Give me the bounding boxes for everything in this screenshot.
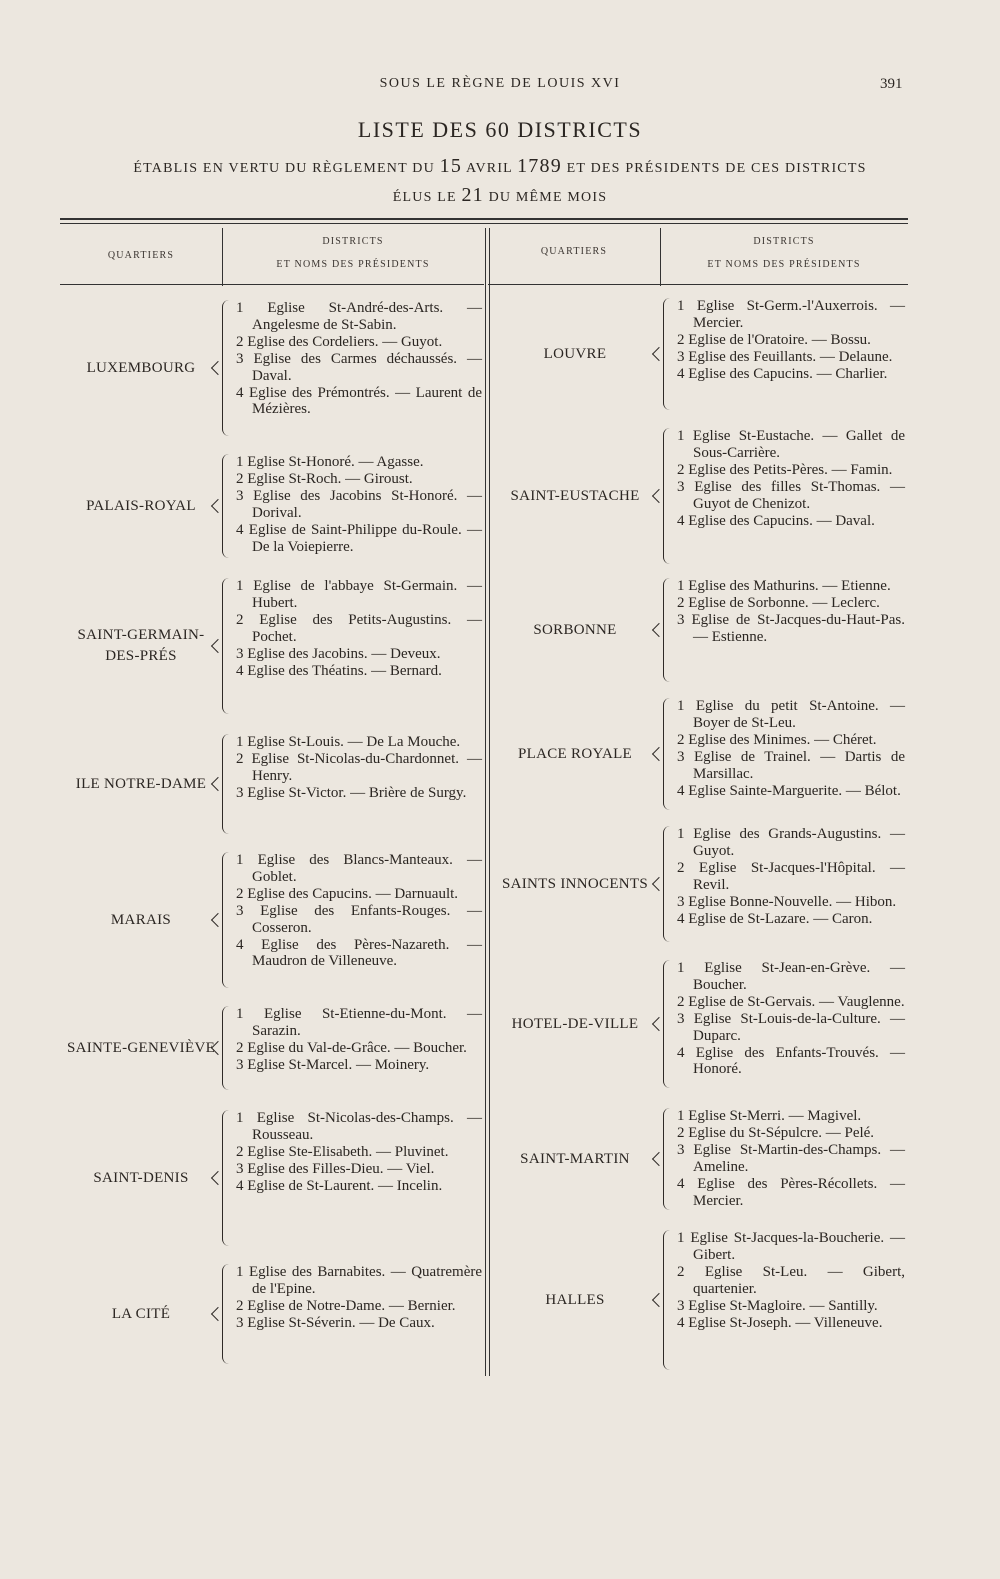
header-quartiers-right: QUARTIERS (540, 246, 608, 257)
running-head: SOUS LE RÈGNE DE LOUIS XVI (379, 76, 621, 91)
right-district-list (667, 298, 905, 383)
district-entry: 3 Eglise St-Victor. — Brière de Surgy. (236, 784, 467, 801)
district-entry: 2 Eglise des Cordeliers. — Guyot. (236, 333, 443, 350)
right-quartier-name: LOUVRE (543, 345, 607, 362)
column-divider-1 (222, 228, 223, 286)
left-district-list (226, 1006, 482, 1074)
district-entry: 2 Eglise Ste-Elisabeth. — Pluvinet. (236, 1143, 449, 1160)
subtitle-line-1: ÉTABLIS EN VERTU DU RÈGLEMENT DU 15 AVRIL 1789 ET DES PRÉSIDENTS DE CES DISTRICTS (133, 155, 867, 177)
district-entry: 4 Eglise de St-Lazare. — Caron. (677, 910, 873, 927)
district-entry: 1 Eglise St-Louis. — De La Mouche. (236, 734, 461, 750)
right-district-list (667, 698, 905, 799)
district-entry: 1 Eglise St-Etienne-du-Mont. — Sarazin. (236, 1006, 482, 1039)
left-quartier-name: LUXEMBOURG (86, 359, 196, 376)
header-districts-left-1: DISTRICTS (322, 236, 384, 247)
district-entry: 3 Eglise des Enfants-Rouges. — Cosseron. (236, 902, 482, 936)
left-quartier-name: PALAIS-ROYAL (86, 497, 196, 514)
district-entry: 1 Eglise des Mathurins. — Etienne. (677, 578, 891, 594)
district-entry: 2 Eglise St-Nicolas-du-Chardonnet. — Henry. (236, 750, 482, 784)
left-district-list (226, 578, 482, 679)
district-entry: 2 Eglise de Notre-Dame. — Bernier. (236, 1297, 456, 1314)
district-entry: 3 Eglise des Feuillants. — Delaune. (677, 348, 893, 365)
district-entry: 3 Eglise de St-Jacques-du-Haut-Pas. — Estienne. (677, 611, 905, 645)
district-entry: 4 Eglise Sainte-Marguerite. — Bélot. (677, 782, 901, 799)
district-entry: 2 Eglise du Val-de-Grâce. — Boucher. (236, 1039, 467, 1056)
district-entry: 3 Eglise des Jacobins St-Honoré. — Dorival. (236, 487, 482, 521)
district-entry: 4 Eglise des Capucins. — Daval. (677, 512, 875, 529)
page-title: LISTE DES 60 DISTRICTS (357, 117, 643, 142)
district-entry: 4 Eglise St-Joseph. — Villeneuve. (677, 1314, 883, 1331)
district-entry: 3 Eglise des Filles-Dieu. — Viel. (236, 1160, 435, 1177)
right-quartier-name: SAINTS INNOCENTS (501, 875, 649, 892)
district-entry: 3 Eglise St-Louis-de-la-Culture. — Duparc. (677, 1010, 905, 1044)
right-quartier-name: PLACE ROYALE (517, 745, 633, 762)
district-entry: 1 Eglise St-Germ.-l'Auxerrois. — Mercier. (677, 298, 905, 331)
district-entry: 2 Eglise de l'Oratoire. — Bossu. (677, 331, 871, 348)
subtitle-line-2: ÉLUS LE 21 DU MÊME MOIS (392, 184, 608, 206)
district-entry: 2 Eglise St-Jacques-l'Hôpital. — Revil. (677, 859, 905, 893)
district-entry: 3 Eglise Bonne-Nouvelle. — Hibon. (677, 893, 897, 910)
district-entry: 1 Eglise St-Jacques-la-Boucherie. — Gibert. (677, 1230, 905, 1263)
district-entry: 3 Eglise des filles St-Thomas. — Guyot de Chenizot. (677, 478, 905, 512)
district-entry: 1 Eglise St-Honoré. — Agasse. (236, 454, 424, 470)
header-districts-right-1: DISTRICTS (753, 236, 815, 247)
column-divider-center-2 (489, 228, 490, 1376)
district-entry: 3 Eglise St-Séverin. — De Caux. (236, 1314, 435, 1331)
district-entry: 4 Eglise des Prémontrés. — Laurent de Mézières. (236, 384, 482, 418)
district-entry: 3 Eglise des Jacobins. — Deveux. (236, 645, 441, 662)
right-quartier-name: HOTEL-DE-VILLE (511, 1015, 639, 1032)
right-district-list (667, 826, 905, 927)
header-districts-right-2: ET NOMS DES PRÉSIDENTS (707, 259, 861, 270)
left-district-list (226, 300, 482, 418)
header-districts-left-2: ET NOMS DES PRÉSIDENTS (276, 259, 430, 270)
header-rule-left (60, 284, 484, 285)
left-quartier-name: ILE NOTRE-DAME (75, 775, 207, 792)
district-entry: 2 Eglise des Petits-Augustins. — Pochet. (236, 611, 482, 645)
district-entry: 2 Eglise de Sorbonne. — Leclerc. (677, 594, 880, 611)
district-entry: 1 Eglise du petit St-Antoine. — Boyer de St-Leu. (677, 698, 905, 731)
district-entry: 4 Eglise des Enfants-Trouvés. — Honoré. (677, 1044, 905, 1078)
left-district-list (226, 454, 482, 555)
page-number: 391 (880, 76, 903, 92)
district-entry: 2 Eglise des Capucins. — Darnuault. (236, 885, 459, 902)
district-entry: 2 Eglise de St-Gervais. — Vauglenne. (677, 993, 905, 1010)
left-quartier-name: MARAIS (110, 911, 172, 928)
district-entry: 3 Eglise des Carmes déchaussés. — Daval. (236, 350, 482, 384)
district-entry: 4 Eglise des Pères-Récollets. — Mercier. (677, 1175, 905, 1209)
district-entry: 4 Eglise des Théatins. — Bernard. (236, 662, 442, 679)
right-district-list (667, 578, 905, 646)
district-entry: 2 Eglise St-Roch. — Giroust. (236, 470, 413, 487)
district-entry: 1 Eglise St-Merri. — Magivel. (677, 1108, 862, 1124)
district-entry: 2 Eglise des Petits-Pères. — Famin. (677, 461, 893, 478)
column-divider-3 (660, 228, 661, 286)
district-entry: 1 Eglise des Barnabites. — Quatremère de l'Epine. (236, 1264, 482, 1297)
double-rule-top (60, 218, 908, 220)
column-divider-center (485, 228, 486, 1376)
district-entry: 1 Eglise St-Eustache. — Gallet de Sous-Carrière. (677, 428, 905, 461)
district-entry: 2 Eglise des Minimes. — Chéret. (677, 731, 877, 748)
district-entry: 2 Eglise St-Leu. — Gibert, quartenier. (677, 1263, 905, 1297)
district-entry: 1 Eglise de l'abbaye St-Germain. — Hubert. (236, 578, 482, 611)
right-district-list (667, 1108, 905, 1209)
district-entry: 3 Eglise St-Marcel. — Moinery. (236, 1056, 430, 1073)
district-entry: 4 Eglise des Capucins. — Charlier. (677, 365, 888, 382)
right-district-list (667, 1230, 905, 1331)
district-entry: 2 Eglise du St-Sépulcre. — Pelé. (677, 1124, 875, 1141)
right-district-list (667, 428, 905, 529)
district-entry: 4 Eglise de St-Laurent. — Incelin. (236, 1177, 443, 1194)
district-entry: 1 Eglise St-Jean-en-Grève. — Boucher. (677, 960, 905, 993)
right-quartier-name: SAINT-EUSTACHE (510, 487, 640, 504)
right-quartier-name: HALLES (545, 1291, 605, 1308)
header-quartiers-left: QUARTIERS (107, 250, 175, 261)
right-district-list (667, 960, 905, 1078)
header-rule-right (488, 284, 908, 285)
district-entry: 3 Eglise St-Martin-des-Champs. — Ameline. (677, 1141, 905, 1175)
district-entry: 1 Eglise St-André-des-Arts. — Angelesme de St-Sabin. (236, 300, 482, 333)
left-district-list (226, 734, 482, 802)
right-quartier-name: SORBONNE (533, 621, 617, 638)
left-district-list (226, 1110, 482, 1195)
left-district-list (226, 1264, 482, 1332)
left-quartier-name: SAINT-DENIS (93, 1169, 189, 1186)
double-rule-bottom (60, 223, 908, 224)
district-entry: 3 Eglise St-Magloire. — Santilly. (677, 1297, 878, 1314)
district-entry: 4 Eglise de Saint-Philippe du-Roule. — De la Voiepierre. (236, 521, 482, 555)
left-quartier-name: SAINT-GERMAIN-DES-PRÉS (77, 627, 205, 664)
right-quartier-name: SAINT-MARTIN (520, 1150, 630, 1167)
district-entry: 4 Eglise des Pères-Nazareth. — Maudron de Villeneuve. (236, 936, 482, 970)
left-quartier-name: SAINTE-GENEVIÈVE (66, 1039, 216, 1056)
district-entry: 1 Eglise St-Nicolas-des-Champs. — Rousseau. (236, 1110, 482, 1143)
left-district-list (226, 852, 482, 970)
district-entry: 1 Eglise des Blancs-Manteaux. — Goblet. (236, 852, 482, 885)
district-entry: 1 Eglise des Grands-Augustins. — Guyot. (677, 826, 905, 859)
left-quartier-name: LA CITÉ (111, 1305, 171, 1322)
district-entry: 3 Eglise de Trainel. — Dartis de Marsillac. (677, 748, 905, 782)
